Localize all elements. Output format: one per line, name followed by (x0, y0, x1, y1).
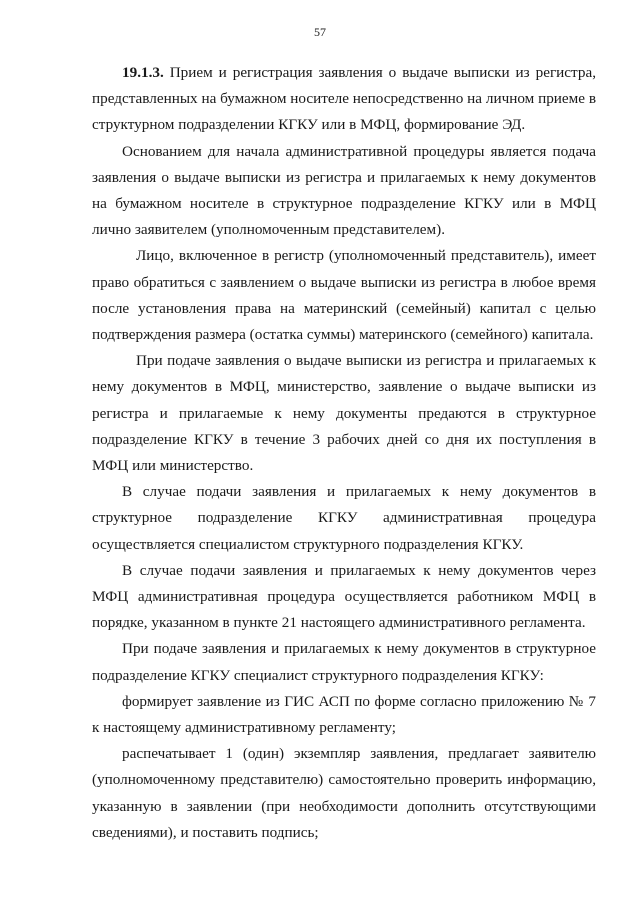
paragraph: При подаче заявления и прилагаемых к нему документов в структурное подразделение КГКУ специалист структурного подразделения КГКУ: (92, 640, 596, 684)
paragraph: В случае подачи заявления и прилагаемых к нему документов в структурное подразделение КГКУ административная процедура осуществляется специалистом структурного подразделения КГКУ. (92, 483, 596, 553)
list-paragraph: распечатывает 1 (один) экземпляр заявления, предлагает заявителю (уполномоченному представителю) самостоятельно проверить информацию, указанную в заявлении (при необходимости дополнить отсутствующими сведениями), и поставить подпись; (92, 745, 596, 841)
list-paragraph: формирует заявление из ГИС АСП по форме согласно приложению № 7 к настоящему административному регламенту; (92, 692, 596, 737)
document-body (92, 60, 596, 846)
paragraph: Основанием для начала административной процедуры является подача заявления о выдаче выписки из регистра и прилагаемых к нему документов на бумажном носителе в структурное подразделение КГКУ или в МФЦ лично заявителем (уполномоченным представителем). (92, 142, 596, 239)
section-number: 19.1.3. (122, 64, 164, 81)
paragraph: В случае подачи заявления и прилагаемых к нему документов через МФЦ административная процедура осуществляется работником МФЦ в порядке, указанном в пункте 21 настоящего административного регламента. (92, 561, 596, 632)
paragraph-text: Прием и регистрация заявления о выдаче выписки из регистра, представленных на бумажном носителе непосредственно на личном приеме в структурном подразделении КГКУ или в МФЦ, формирование ЭД. (92, 64, 596, 134)
paragraph-section-heading (92, 60, 596, 139)
paragraph: При подаче заявления о выдаче выписки из регистра и прилагаемых к нему документов в МФЦ, министерство, заявление о выдаче выписки из регистра и прилагаемые к нему документы предаются в структурное подразделение КГКУ в течение 3 рабочих дней со дня их поступления в МФЦ или министерство. (92, 352, 596, 475)
page-number: 57 (314, 25, 326, 39)
paragraph: Лицо, включенное в регистр (уполномоченный представитель), имеет право обратиться с заявлением о выдаче выписки из регистра в любое время после установления права на материнский (семейный) капитал с целью подтверждения размера (остатка суммы) материнского (семейного) капитала. (92, 247, 596, 344)
